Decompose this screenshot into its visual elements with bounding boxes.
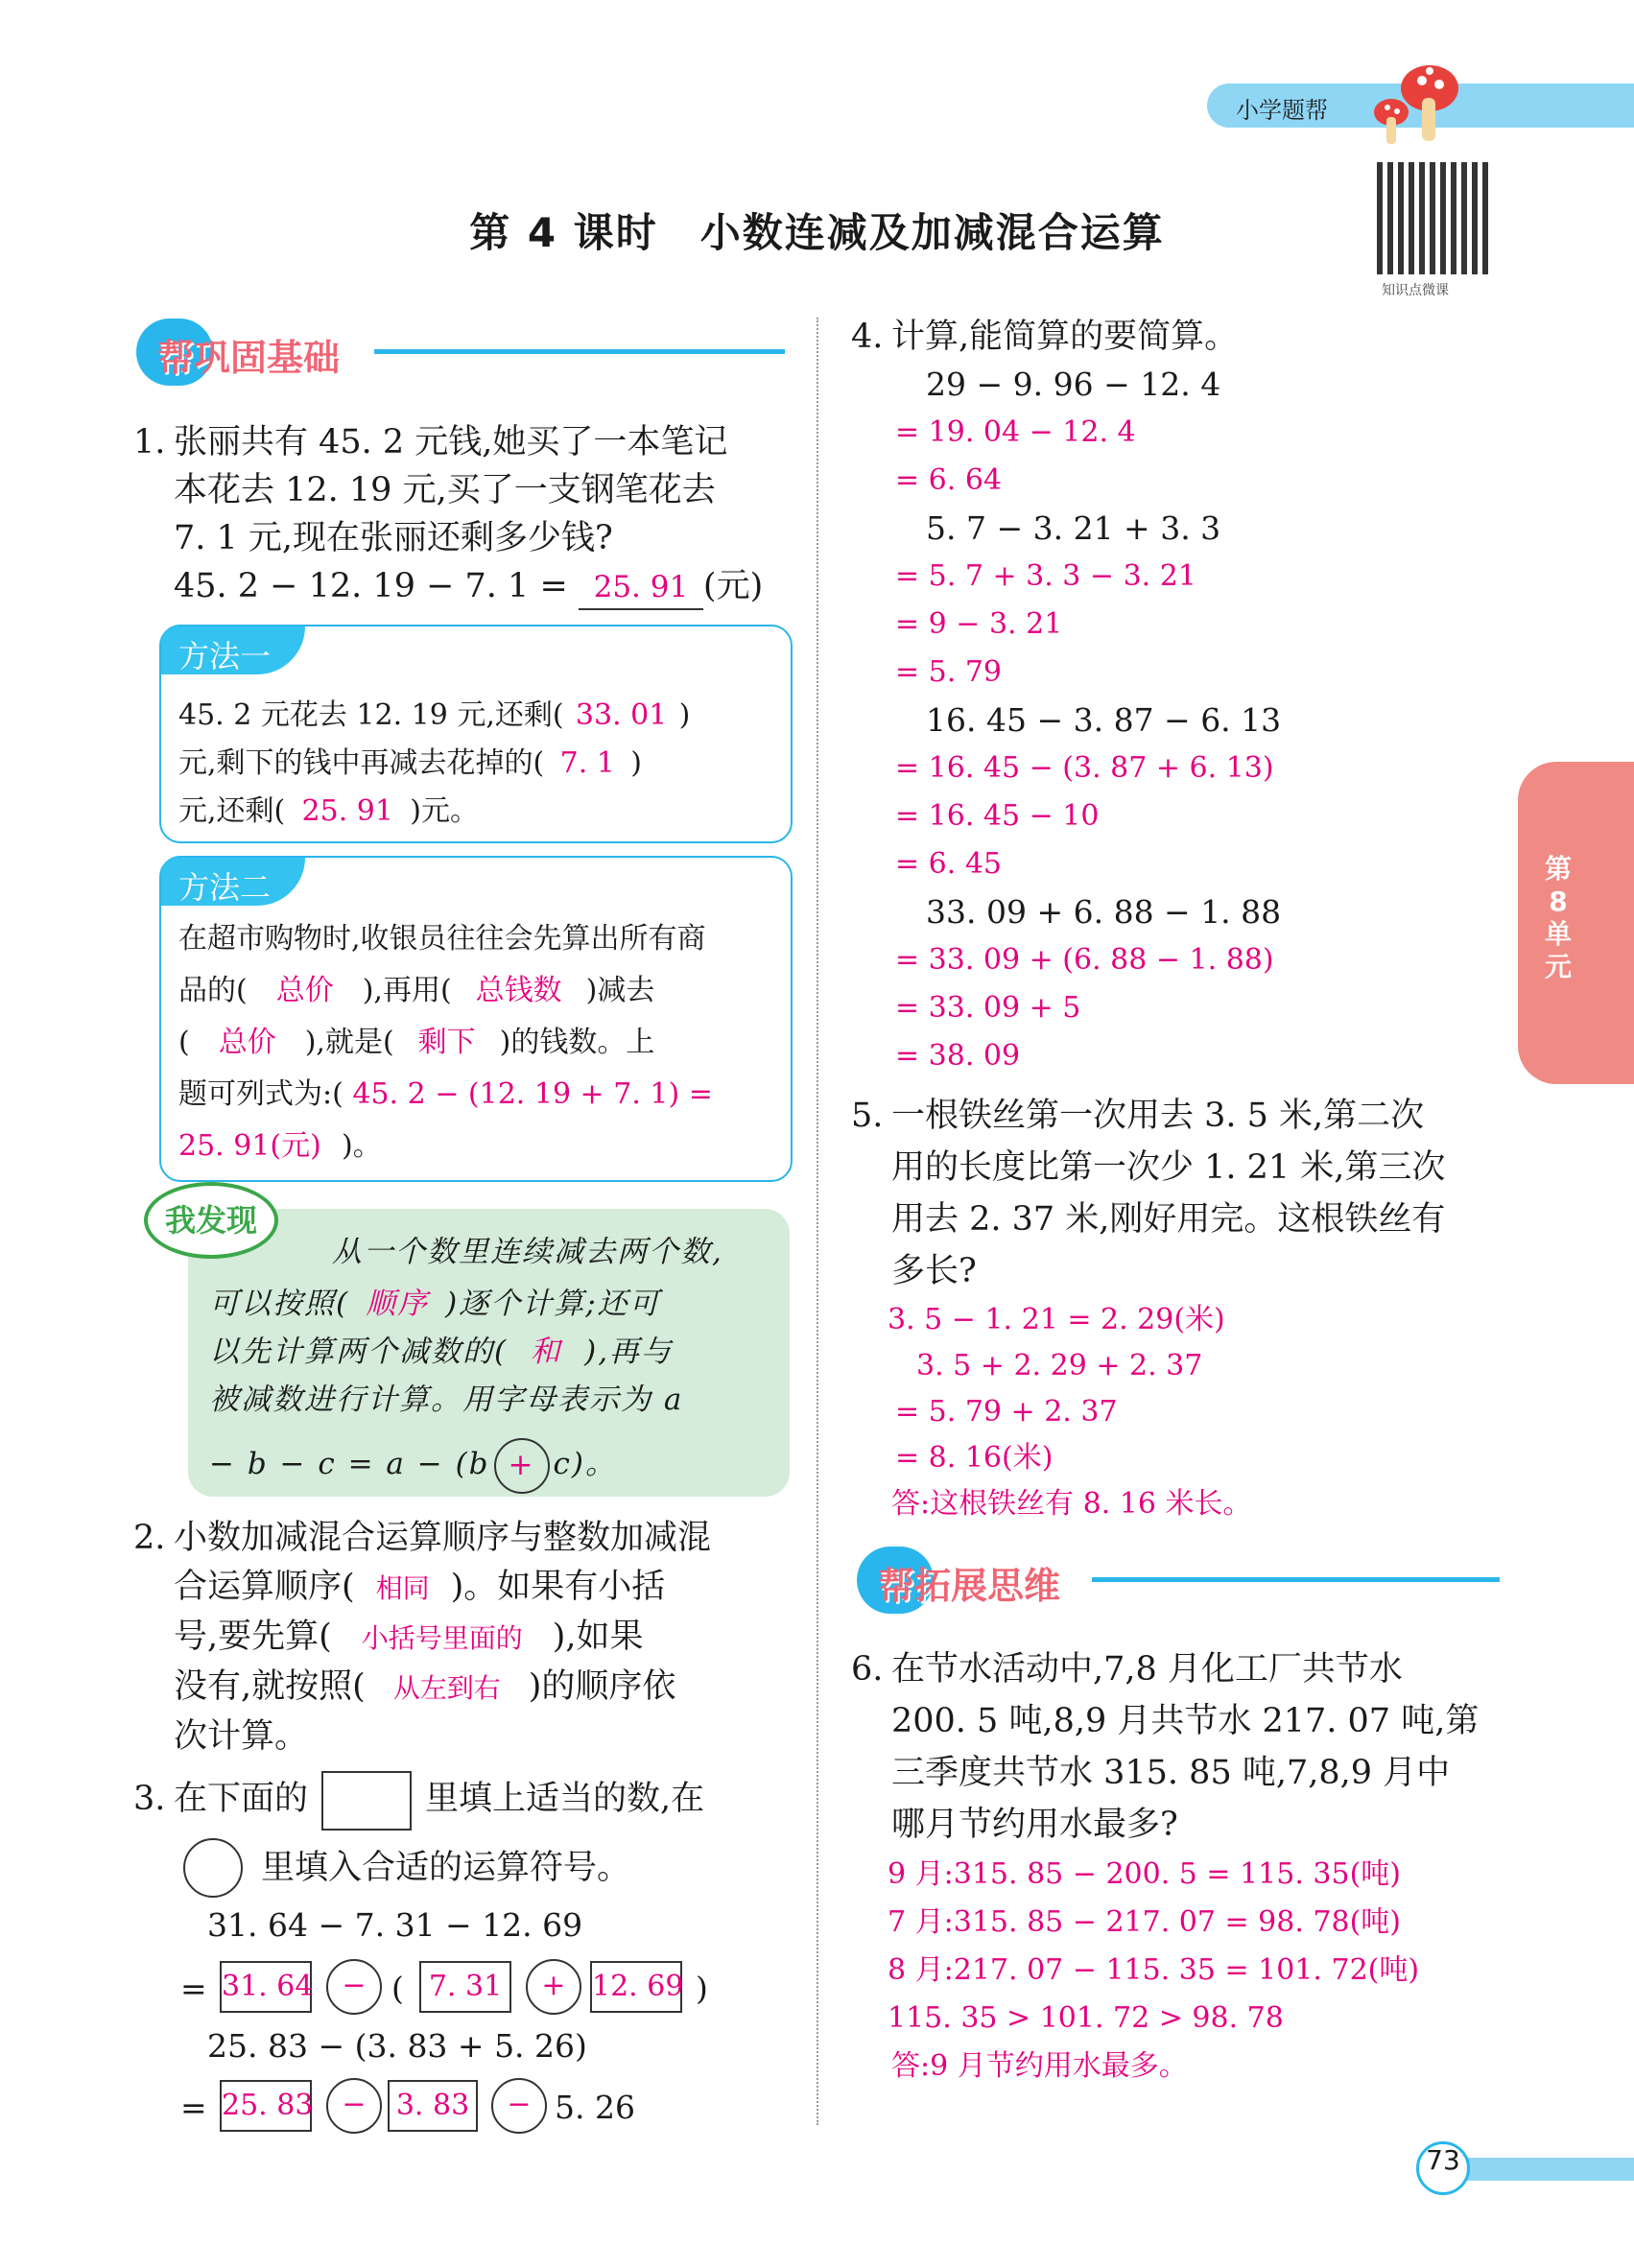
- answer-step: = 5. 79: [895, 655, 1003, 689]
- answer-step: 115. 35 > 101. 72 > 98. 78: [888, 2001, 1284, 2035]
- answer-step: = 6. 45: [895, 847, 1003, 881]
- q-number: 2.: [133, 1519, 166, 1557]
- answer: 25. 91: [579, 566, 703, 610]
- q-expression: 45. 2 − 12. 19 − 7. 1 =: [174, 567, 568, 605]
- q-text: 本花去 12. 19 元,买了一支钢笔花去: [174, 471, 716, 509]
- q-number: 4.: [851, 318, 884, 356]
- answer: 总价: [275, 974, 334, 1007]
- expression-1: 31. 64 − 7. 31 − 12. 69: [207, 1906, 583, 1944]
- answer-sentence: 答:这根铁丝有 8. 16 米长。: [891, 1487, 1252, 1521]
- number: 5. 26: [555, 2089, 635, 2126]
- method-1-box: [159, 625, 793, 843]
- answer-box: 3. 83: [388, 2080, 478, 2132]
- q-text: 合运算顺序(: [174, 1568, 355, 1606]
- page-number: 73: [1416, 2141, 1470, 2195]
- mushroom-icon: [1362, 59, 1468, 146]
- text: c)。: [553, 1447, 617, 1481]
- qr-label: 知识点微课: [1382, 283, 1449, 298]
- text: 以先计算两个减数的(: [209, 1335, 509, 1369]
- text: ),再与: [584, 1335, 674, 1369]
- answer-step: = 16. 45 − 10: [895, 799, 1100, 833]
- answer-step: = 5. 7 + 3. 3 − 3. 21: [895, 559, 1196, 593]
- section-rule: [1092, 1577, 1500, 1582]
- q-text: 张丽共有 45. 2 元钱,她买了一本笔记: [174, 423, 728, 461]
- q-text: 哪月节约用水最多?: [891, 1806, 1178, 1844]
- method-2-tab: 方法二: [161, 858, 305, 906]
- answer-step: = 33. 09 + (6. 88 − 1. 88): [895, 943, 1274, 977]
- q-text: 用去 2. 37 米,刚好用完。这根铁丝有: [891, 1200, 1446, 1239]
- equals: =: [180, 1970, 207, 2007]
- question-5: [851, 1090, 1445, 1527]
- answer-step: = 33. 09 + 5: [895, 991, 1081, 1025]
- answer-step: 7 月:315. 85 − 217. 07 = 98. 78(吨): [888, 1905, 1401, 1939]
- q-text: 里填入合适的运算符号。: [261, 1849, 631, 1887]
- discover-badge: 我发现: [144, 1182, 278, 1259]
- q-text: 号,要先算(: [174, 1618, 332, 1656]
- section-rule: [374, 349, 785, 354]
- answer-box: 25. 83: [220, 2080, 312, 2132]
- q-text: 多长?: [891, 1252, 977, 1290]
- answer: 7. 1: [559, 746, 615, 780]
- answer: 相同: [375, 1572, 430, 1604]
- answer: 33. 01: [575, 698, 668, 732]
- text: 被减数进行计算。用字母表示为 a: [209, 1382, 684, 1417]
- answer-step: = 9 − 3. 21: [895, 607, 1063, 641]
- text: − b − c = a − (b: [209, 1447, 490, 1481]
- text: 可以按照(: [209, 1287, 350, 1321]
- method-2-box: [159, 856, 793, 1182]
- q-text: 在节水活动中,7,8 月化工厂共节水: [891, 1650, 1403, 1689]
- q-text: 次计算。: [174, 1717, 309, 1756]
- text: 元,还剩(: [178, 794, 286, 828]
- q-text: 计算,能简算的要简算。: [891, 318, 1239, 356]
- q-text: 三季度共节水 315. 85 吨,7,8,9 月中: [891, 1754, 1451, 1792]
- expression-2: 25. 83 − (3. 83 + 5. 26): [207, 2027, 587, 2065]
- answer-sentence: 答:9 月节约用水最多。: [891, 2049, 1188, 2083]
- unit: (元): [702, 567, 764, 605]
- unit-label: 第8单元: [1544, 853, 1572, 982]
- equals: =: [180, 2089, 207, 2126]
- discovery-note: [188, 1209, 790, 1497]
- answer-box: 12. 69: [590, 1961, 682, 2013]
- text: ),就是(: [304, 1026, 394, 1059]
- answer: 总价: [218, 1026, 276, 1059]
- answer-step: = 6. 64: [895, 463, 1003, 497]
- text: ): [630, 746, 642, 780]
- q-text: 里填上适当的数,在: [425, 1780, 705, 1818]
- answer-step: = 16. 45 − (3. 87 + 6. 13): [895, 751, 1274, 785]
- method-1-tab: 方法一: [161, 626, 305, 674]
- text: 从一个数里连续减去两个数,: [332, 1235, 723, 1269]
- brand-name: 小学题帮: [1236, 97, 1328, 124]
- answer: 从左到右: [392, 1672, 501, 1704]
- text: )减去: [585, 974, 655, 1007]
- answer: 顺序: [366, 1287, 430, 1321]
- q-text: 小数加减混合运算顺序与整数加减混: [174, 1519, 712, 1557]
- blank-square-example: [321, 1771, 412, 1831]
- answer-box: 7. 31: [419, 1961, 511, 2013]
- text: ): [678, 698, 691, 732]
- q-number: 5.: [851, 1097, 884, 1135]
- text: 元,剩下的钱中再减去花掉的(: [178, 746, 545, 780]
- text: )的钱数。上: [499, 1026, 655, 1059]
- answer: 小括号里面的: [361, 1622, 523, 1654]
- q-text: 没有,就按照(: [174, 1667, 366, 1706]
- paren: (: [391, 1970, 404, 2007]
- question-3: [133, 1767, 704, 1831]
- answer-step: = 8. 16(米): [895, 1441, 1054, 1475]
- text: )逐个计算;还可: [445, 1287, 661, 1321]
- answer-step: 8 月:217. 07 − 115. 35 = 101. 72(吨): [888, 1953, 1420, 1987]
- q-text: )的顺序依: [528, 1667, 676, 1706]
- q-text: )。如果有小括: [450, 1568, 666, 1606]
- text: )。: [342, 1129, 382, 1163]
- section-title: 帮拓展思维: [878, 1565, 1061, 1607]
- answer: 剩下: [417, 1026, 476, 1059]
- question-2: [133, 1514, 711, 1761]
- text: 在超市购物时,收银员往往会先算出所有商: [178, 922, 706, 956]
- answer: 总钱数: [475, 974, 562, 1007]
- answer-step: = 5. 79 + 2. 37: [895, 1395, 1118, 1429]
- q-number: 3.: [133, 1780, 166, 1818]
- answer: 25. 91: [301, 794, 393, 828]
- expression: 5. 7 − 3. 21 + 3. 3: [926, 509, 1221, 547]
- expression: 29 − 9. 96 − 12. 4: [926, 366, 1221, 403]
- question-1: [133, 418, 763, 610]
- q-text: 用的长度比第一次少 1. 21 米,第三次: [891, 1148, 1446, 1187]
- q-text: 在下面的: [174, 1780, 309, 1818]
- answer-box: 31. 64: [220, 1961, 312, 2013]
- blank-circle-example: [183, 1838, 243, 1898]
- page-number-bar: [1458, 2158, 1634, 2181]
- q-number: 6.: [851, 1650, 884, 1689]
- expression: 16. 45 − 3. 87 − 6. 13: [926, 701, 1282, 739]
- answer-step: 9 月:315. 85 − 200. 5 = 115. 35(吨): [888, 1857, 1401, 1891]
- answer: 和: [530, 1335, 562, 1369]
- answer-step: 3. 5 − 1. 21 = 2. 29(米): [888, 1303, 1225, 1336]
- answer-step: 3. 5 + 2. 29 + 2. 37: [888, 1349, 1203, 1382]
- text: (: [178, 1026, 190, 1059]
- qr-code[interactable]: [1377, 162, 1492, 274]
- section-header-extension: [857, 1547, 1500, 1614]
- answer: 45. 2 − (12. 19 + 7. 1) =: [352, 1077, 713, 1111]
- question-6: [851, 1643, 1479, 2091]
- q-text: 一根铁丝第一次用去 3. 5 米,第二次: [891, 1097, 1425, 1135]
- operator-circle: −: [326, 2078, 382, 2134]
- section-title: 帮巩固基础: [157, 337, 341, 379]
- text: 45. 2 元花去 12. 19 元,还剩(: [178, 698, 564, 732]
- page-title: 第 4 课时 小数连减及加减混合运算: [469, 209, 1165, 256]
- operator-circle: +: [494, 1438, 550, 1494]
- q-text: ),如果: [552, 1618, 644, 1656]
- text: )元。: [410, 794, 479, 828]
- q-text: 200. 5 吨,8,9 月共节水 217. 07 吨,第: [891, 1702, 1480, 1740]
- unit-side-tab[interactable]: [1518, 762, 1634, 1084]
- question-4: [851, 313, 1281, 1080]
- operator-circle: +: [526, 1959, 581, 2015]
- text: ),再用(: [362, 974, 452, 1007]
- paren: ): [696, 1970, 708, 2007]
- column-divider: [817, 318, 818, 2125]
- operator-circle: −: [491, 2078, 547, 2134]
- section-header-basics: [136, 319, 785, 386]
- text: 题可列式为:(: [178, 1077, 343, 1111]
- answer-step: = 19. 04 − 12. 4: [895, 415, 1136, 449]
- answer: 25. 91(元): [178, 1129, 321, 1163]
- q-text: 7. 1 元,现在张丽还剩多少钱?: [174, 519, 613, 557]
- operator-circle: −: [326, 1959, 382, 2015]
- q-number: 1.: [133, 423, 166, 461]
- answer-step: = 38. 09: [895, 1039, 1021, 1073]
- text: 品的(: [178, 974, 248, 1007]
- expression: 33. 09 + 6. 88 − 1. 88: [926, 893, 1282, 931]
